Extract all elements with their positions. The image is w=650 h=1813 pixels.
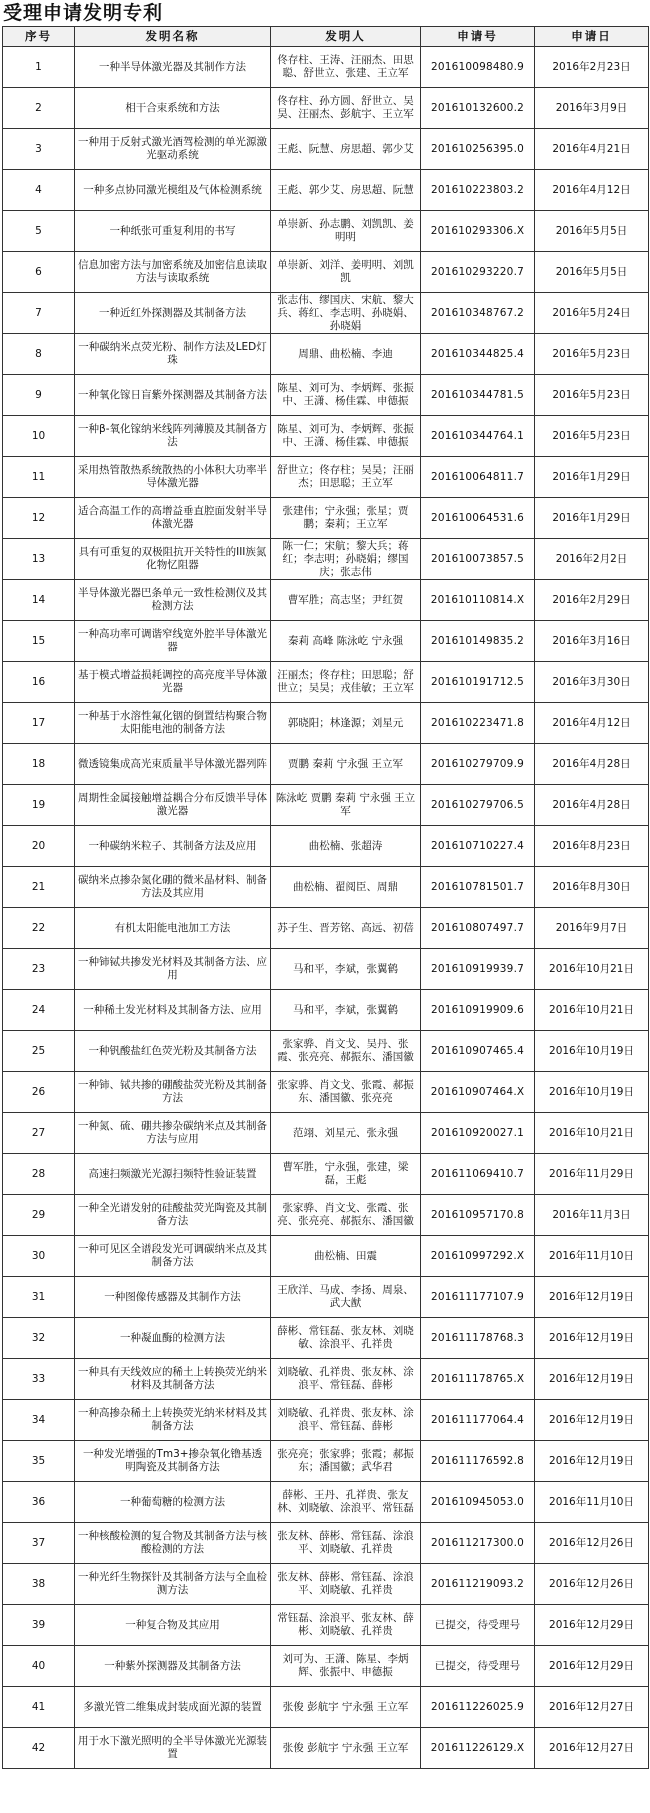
application-number: 201610256395.0 [421, 129, 535, 170]
application-date: 2016年3月9日 [535, 88, 649, 129]
row-number: 19 [3, 785, 75, 826]
table-row [3, 539, 649, 580]
inventors: 郭晓阳；林逢源；刘星元 [271, 703, 421, 744]
inventors: 曲松楠、田震 [271, 1236, 421, 1277]
table-row [3, 498, 649, 539]
application-number: 201610064811.7 [421, 457, 535, 498]
application-date: 2016年11月3日 [535, 1195, 649, 1236]
invention-name: 一种用于反射式激光酒驾检测的单光源激光驱动系统 [75, 129, 271, 170]
application-number: 201610344781.5 [421, 375, 535, 416]
row-number: 34 [3, 1400, 75, 1441]
application-date: 2016年4月21日 [535, 129, 649, 170]
application-date: 2016年8月23日 [535, 826, 649, 867]
inventors: 刘晓敏、孔祥贵、张友林、涂浪平、常钰磊、薛彬 [271, 1359, 421, 1400]
application-date: 2016年11月10日 [535, 1482, 649, 1523]
row-number: 17 [3, 703, 75, 744]
table-row [3, 1687, 649, 1728]
application-number: 201610110814.X [421, 580, 535, 621]
application-date: 2016年10月19日 [535, 1031, 649, 1072]
inventors: 陈一仁；宋航；黎大兵；蒋红；李志明；孙晓娟；缪国庆；张志伟 [271, 539, 421, 580]
application-date: 2016年12月26日 [535, 1523, 649, 1564]
row-number: 20 [3, 826, 75, 867]
header-app-no: 申请号 [421, 27, 535, 47]
table-row [3, 252, 649, 293]
invention-name: 一种铈、铽共掺的硼酸盐荧光粉及其制备方法 [75, 1072, 271, 1113]
table-row [3, 334, 649, 375]
table-row [3, 1031, 649, 1072]
application-date: 2016年11月10日 [535, 1236, 649, 1277]
application-number: 201611069410.7 [421, 1154, 535, 1195]
application-date: 2016年4月28日 [535, 744, 649, 785]
row-number: 38 [3, 1564, 75, 1605]
inventors: 王彪、阮慧、房思超、郭少艾 [271, 129, 421, 170]
row-number: 28 [3, 1154, 75, 1195]
application-date: 2016年4月28日 [535, 785, 649, 826]
application-number: 已提交，待受理号 [421, 1605, 535, 1646]
invention-name: 一种半导体激光器及其制作方法 [75, 47, 271, 88]
application-number: 201610344825.4 [421, 334, 535, 375]
row-number: 13 [3, 539, 75, 580]
inventors: 马和平，李斌，张翼鹤 [271, 990, 421, 1031]
inventors: 曹军胜，宁永强，张建，梁磊，王彪 [271, 1154, 421, 1195]
application-number: 201610907464.X [421, 1072, 535, 1113]
table-row [3, 990, 649, 1031]
table-body [3, 47, 649, 1769]
application-number: 201610781501.7 [421, 867, 535, 908]
inventors: 张俊 彭航宇 宁永强 王立军 [271, 1728, 421, 1769]
inventors: 张家骅、肖文戈、张霞、张亮、张亮亮、郝振东、潘国徽 [271, 1195, 421, 1236]
invention-name: 一种复合物及其应用 [75, 1605, 271, 1646]
inventors: 薛彬、王丹、孔祥贵、张友林、刘晓敏、涂浪平、常钰磊 [271, 1482, 421, 1523]
row-number: 21 [3, 867, 75, 908]
application-date: 2016年5月23日 [535, 375, 649, 416]
row-number: 14 [3, 580, 75, 621]
invention-name: 一种葡萄糖的检测方法 [75, 1482, 271, 1523]
row-number: 41 [3, 1687, 75, 1728]
header-no: 序号 [3, 27, 75, 47]
application-number: 201610293306.X [421, 211, 535, 252]
inventors: 薛彬、常钰磊、张友林、刘晓敏、涂浪平、孔祥贵 [271, 1318, 421, 1359]
row-number: 35 [3, 1441, 75, 1482]
application-date: 2016年3月30日 [535, 662, 649, 703]
application-number: 201610149835.2 [421, 621, 535, 662]
table-row [3, 621, 649, 662]
application-number: 201610344764.1 [421, 416, 535, 457]
application-date: 2016年11月29日 [535, 1154, 649, 1195]
inventors: 王欣洋、马成、李扬、周泉、武大猷 [271, 1277, 421, 1318]
invention-name: 采用热管散热系统散热的小体积大功率半导体激光器 [75, 457, 271, 498]
table-row [3, 1400, 649, 1441]
application-number: 201611177107.9 [421, 1277, 535, 1318]
table-row [3, 1072, 649, 1113]
application-number: 201610073857.5 [421, 539, 535, 580]
application-number: 201610907465.4 [421, 1031, 535, 1072]
inventors: 刘晓敏、孔祥贵、张友林、涂浪平、常钰磊、薛彬 [271, 1400, 421, 1441]
application-date: 2016年12月27日 [535, 1687, 649, 1728]
table-row [3, 949, 649, 990]
row-number: 9 [3, 375, 75, 416]
application-number: 201610997292.X [421, 1236, 535, 1277]
application-number: 201610919909.6 [421, 990, 535, 1031]
application-date: 2016年12月29日 [535, 1646, 649, 1687]
row-number: 12 [3, 498, 75, 539]
row-number: 37 [3, 1523, 75, 1564]
invention-name: 一种发光增强的Tm3+掺杂氧化镥基透明陶瓷及其制备方法 [75, 1441, 271, 1482]
application-date: 2016年1月29日 [535, 498, 649, 539]
table-row [3, 211, 649, 252]
application-number: 201610957170.8 [421, 1195, 535, 1236]
application-date: 2016年12月26日 [535, 1564, 649, 1605]
application-date: 2016年5月23日 [535, 416, 649, 457]
inventors: 张志伟、缪国庆、宋航、黎大兵、蒋红、李志明、孙晓娟、孙晓娟 [271, 293, 421, 334]
table-row [3, 1523, 649, 1564]
row-number: 6 [3, 252, 75, 293]
table-row [3, 170, 649, 211]
application-number: 201611226025.9 [421, 1687, 535, 1728]
invention-name: 一种紫外探测器及其制备方法 [75, 1646, 271, 1687]
invention-name: 一种碳纳米点荧光粉、制作方法及LED灯珠 [75, 334, 271, 375]
row-number: 2 [3, 88, 75, 129]
row-number: 39 [3, 1605, 75, 1646]
invention-name: 一种可见区全谱段发光可调碳纳米点及其制备方法 [75, 1236, 271, 1277]
application-number: 201611226129.X [421, 1728, 535, 1769]
application-number: 201611217300.0 [421, 1523, 535, 1564]
row-number: 25 [3, 1031, 75, 1072]
row-number: 27 [3, 1113, 75, 1154]
application-date: 2016年5月5日 [535, 211, 649, 252]
application-date: 2016年12月27日 [535, 1728, 649, 1769]
row-number: 29 [3, 1195, 75, 1236]
application-number: 201610132600.2 [421, 88, 535, 129]
invention-name: 一种钒酸盐红色荧光粉及其制备方法 [75, 1031, 271, 1072]
application-date: 2016年8月30日 [535, 867, 649, 908]
invention-name: 一种稀土发光材料及其制备方法、应用 [75, 990, 271, 1031]
row-number: 3 [3, 129, 75, 170]
table-row [3, 1482, 649, 1523]
invention-name: 高速扫频激光光源扫频特性验证装置 [75, 1154, 271, 1195]
application-date: 2016年10月21日 [535, 949, 649, 990]
invention-name: 一种β-氧化镓纳米线阵列薄膜及其制备方法 [75, 416, 271, 457]
inventors: 陈星、刘可为、李炳辉、张振中、王潇、杨佳霖、申德振 [271, 416, 421, 457]
invention-name: 一种图像传感器及其制作方法 [75, 1277, 271, 1318]
invention-name: 一种具有天线效应的稀土上转换荧光纳米材料及其制备方法 [75, 1359, 271, 1400]
inventors: 曲松楠、张超涛 [271, 826, 421, 867]
inventors: 常钰磊、涂浪平、张友林、薛彬、刘晓敏、孔祥贵 [271, 1605, 421, 1646]
invention-name: 一种氮、硫、硼共掺杂碳纳米点及其制备方法与应用 [75, 1113, 271, 1154]
table-row [3, 908, 649, 949]
inventors: 佟存柱、孙方圆、舒世立、吴昊、汪丽杰、彭航宇、王立军 [271, 88, 421, 129]
table-row [3, 47, 649, 88]
invention-name: 基于模式增益损耗调控的高亮度半导体激光器 [75, 662, 271, 703]
application-number: 201610293220.7 [421, 252, 535, 293]
invention-name: 信息加密方法与加密系统及加密信息读取方法与读取系统 [75, 252, 271, 293]
inventors: 王彪、郭少艾、房思超、阮慧 [271, 170, 421, 211]
invention-name: 具有可重复的双极阻抗开关特性的III族氮化物忆阻器 [75, 539, 271, 580]
invention-name: 用于水下激光照明的全半导体激光光源装置 [75, 1728, 271, 1769]
invention-name: 适合高温工作的高增益垂直腔面发射半导体激光器 [75, 498, 271, 539]
table-row [3, 1359, 649, 1400]
row-number: 31 [3, 1277, 75, 1318]
inventors: 周鼎、曲松楠、李迪 [271, 334, 421, 375]
application-date: 2016年2月23日 [535, 47, 649, 88]
table-row [3, 826, 649, 867]
invention-name: 一种基于水溶性氟化铟的倒置结构聚合物太阳能电池的制备方法 [75, 703, 271, 744]
row-number: 11 [3, 457, 75, 498]
application-number: 201610919939.7 [421, 949, 535, 990]
table-row [3, 580, 649, 621]
invention-name: 一种近红外探测器及其制备方法 [75, 293, 271, 334]
application-number: 201610348767.2 [421, 293, 535, 334]
application-date: 2016年2月29日 [535, 580, 649, 621]
row-number: 42 [3, 1728, 75, 1769]
table-row [3, 1318, 649, 1359]
application-number: 201610945053.0 [421, 1482, 535, 1523]
inventors: 汪丽杰；佟存柱；田思聪；舒世立；吴昊；戎佳敏；王立军 [271, 662, 421, 703]
row-number: 36 [3, 1482, 75, 1523]
application-number: 201611176592.8 [421, 1441, 535, 1482]
inventors: 马和平，李斌，张翼鹤 [271, 949, 421, 990]
inventors: 单崇新、孙志鹏、刘凯凯、姜明明 [271, 211, 421, 252]
application-date: 2016年1月29日 [535, 457, 649, 498]
inventors: 贾鹏 秦莉 宁永强 王立军 [271, 744, 421, 785]
inventors: 单崇新、刘洋、姜明明、刘凯凯 [271, 252, 421, 293]
table-row [3, 1154, 649, 1195]
table-row [3, 1277, 649, 1318]
invention-name: 一种多点协同激光模组及气体检测系统 [75, 170, 271, 211]
table-row [3, 1564, 649, 1605]
row-number: 10 [3, 416, 75, 457]
row-number: 24 [3, 990, 75, 1031]
table-row [3, 1646, 649, 1687]
table-row [3, 1113, 649, 1154]
table-row [3, 1605, 649, 1646]
row-number: 23 [3, 949, 75, 990]
application-date: 2016年4月12日 [535, 170, 649, 211]
row-number: 32 [3, 1318, 75, 1359]
inventors: 曲松楠、翟阅臣、周鼎 [271, 867, 421, 908]
application-number: 201611177064.4 [421, 1400, 535, 1441]
table-row [3, 129, 649, 170]
application-number: 201610279709.9 [421, 744, 535, 785]
application-date: 2016年9月7日 [535, 908, 649, 949]
application-date: 2016年5月23日 [535, 334, 649, 375]
application-date: 2016年10月19日 [535, 1072, 649, 1113]
application-date: 2016年12月19日 [535, 1318, 649, 1359]
invention-name: 一种光纤生物探针及其制备方法与全血检测方法 [75, 1564, 271, 1605]
application-date: 2016年12月19日 [535, 1359, 649, 1400]
inventors: 张俊 彭航宇 宁永强 王立军 [271, 1687, 421, 1728]
row-number: 26 [3, 1072, 75, 1113]
application-number: 201610098480.9 [421, 47, 535, 88]
inventors: 舒世立；佟存柱；吴昊；汪丽杰；田思聪；王立军 [271, 457, 421, 498]
inventors: 佟存柱、王涛、汪丽杰、田思聪、舒世立、张建、王立军 [271, 47, 421, 88]
application-number: 201610807497.7 [421, 908, 535, 949]
application-date: 2016年2月2日 [535, 539, 649, 580]
application-number: 201611178765.X [421, 1359, 535, 1400]
application-number: 201610710227.4 [421, 826, 535, 867]
table-row [3, 785, 649, 826]
application-number: 201610223803.2 [421, 170, 535, 211]
invention-name: 相干合束系统和方法 [75, 88, 271, 129]
application-number: 201611219093.2 [421, 1564, 535, 1605]
application-number: 201610279706.5 [421, 785, 535, 826]
invention-name: 周期性金属接触增益耦合分布反馈半导体激光器 [75, 785, 271, 826]
invention-name: 半导体激光器巴条单元一致性检测仪及其检测方法 [75, 580, 271, 621]
application-number: 已提交，待受理号 [421, 1646, 535, 1687]
table-row [3, 1728, 649, 1769]
invention-name: 一种铈铽共掺发光材料及其制备方法、应用 [75, 949, 271, 990]
table-row [3, 1441, 649, 1482]
row-number: 5 [3, 211, 75, 252]
row-number: 18 [3, 744, 75, 785]
application-date: 2016年12月29日 [535, 1605, 649, 1646]
row-number: 22 [3, 908, 75, 949]
header-name: 发明名称 [75, 27, 271, 47]
invention-name: 一种全光谱发射的硅酸盐荧光陶瓷及其制备方法 [75, 1195, 271, 1236]
inventors: 范翊、刘星元、张永强 [271, 1113, 421, 1154]
inventors: 张家骅、肖文戈、张霞、郝振东、潘国徽、张亮亮 [271, 1072, 421, 1113]
table-row [3, 457, 649, 498]
header-inventor: 发明人 [271, 27, 421, 47]
row-number: 33 [3, 1359, 75, 1400]
table-row [3, 662, 649, 703]
application-date: 2016年10月21日 [535, 990, 649, 1031]
application-date: 2016年4月12日 [535, 703, 649, 744]
table-row [3, 88, 649, 129]
invention-name: 一种高功率可调谐窄线宽外腔半导体激光器 [75, 621, 271, 662]
invention-name: 微透镜集成高光束质量半导体激光器列阵 [75, 744, 271, 785]
application-date: 2016年12月19日 [535, 1277, 649, 1318]
application-number: 201610064531.6 [421, 498, 535, 539]
invention-name: 一种纸张可重复利用的书写 [75, 211, 271, 252]
application-number: 201610223471.8 [421, 703, 535, 744]
table-row [3, 293, 649, 334]
invention-name: 多激光管二维集成封装成面光源的装置 [75, 1687, 271, 1728]
invention-name: 一种高掺杂稀土上转换荧光纳米材料及其制备方法 [75, 1400, 271, 1441]
table-row [3, 1236, 649, 1277]
row-number: 1 [3, 47, 75, 88]
inventors: 张友林、薛彬、常钰磊、涂浪平、刘晓敏、孔祥贵 [271, 1564, 421, 1605]
row-number: 40 [3, 1646, 75, 1687]
inventors: 陈星、刘可为、李炳辉、张振中、王潇、杨佳霖、申德振 [271, 375, 421, 416]
invention-name: 有机太阳能电池加工方法 [75, 908, 271, 949]
application-date: 2016年10月21日 [535, 1113, 649, 1154]
application-date: 2016年12月19日 [535, 1400, 649, 1441]
invention-name: 一种核酸检测的复合物及其制备方法与核酸检测的方法 [75, 1523, 271, 1564]
inventors: 陈泳屹 贾鹏 秦莉 宁永强 王立军 [271, 785, 421, 826]
row-number: 15 [3, 621, 75, 662]
inventors: 张友林、薛彬、常钰磊、涂浪平、刘晓敏、孔祥贵 [271, 1523, 421, 1564]
invention-name: 碳纳米点掺杂氮化硼的微米晶材料、制备方法及其应用 [75, 867, 271, 908]
application-number: 201611178768.3 [421, 1318, 535, 1359]
table-header-row [3, 27, 649, 47]
inventors: 刘可为、王潇、陈星、李炳辉、张振中、申德振 [271, 1646, 421, 1687]
table-row [3, 375, 649, 416]
table-row [3, 1195, 649, 1236]
invention-name: 一种凝血酶的检测方法 [75, 1318, 271, 1359]
row-number: 7 [3, 293, 75, 334]
application-number: 201610191712.5 [421, 662, 535, 703]
row-number: 8 [3, 334, 75, 375]
application-date: 2016年3月16日 [535, 621, 649, 662]
inventors: 张家骅、肖文戈、吴丹、张霞、张亮亮、郝振东、潘国徽 [271, 1031, 421, 1072]
inventors: 张建伟；宁永强；张星；贾鹏；秦莉；王立军 [271, 498, 421, 539]
row-number: 16 [3, 662, 75, 703]
invention-name: 一种碳纳米粒子、其制备方法及应用 [75, 826, 271, 867]
application-number: 201610920027.1 [421, 1113, 535, 1154]
table-row [3, 867, 649, 908]
row-number: 30 [3, 1236, 75, 1277]
invention-name: 一种氧化镓日盲紫外探测器及其制备方法 [75, 375, 271, 416]
table-row [3, 744, 649, 785]
page-title: 受理申请发明专利 [3, 2, 164, 24]
patent-table [2, 26, 649, 1769]
application-date: 2016年5月5日 [535, 252, 649, 293]
inventors: 苏子生、晋芳铭、高远、初蓓 [271, 908, 421, 949]
inventors: 曹军胜；高志坚；尹红贺 [271, 580, 421, 621]
inventors: 张亮亮；张家骅；张霞；郝振东；潘国徽；武华君 [271, 1441, 421, 1482]
application-date: 2016年5月24日 [535, 293, 649, 334]
application-date: 2016年12月19日 [535, 1441, 649, 1482]
row-number: 4 [3, 170, 75, 211]
header-app-date: 申请日 [535, 27, 649, 47]
inventors: 秦莉 高峰 陈泳屹 宁永强 [271, 621, 421, 662]
table-row [3, 703, 649, 744]
table-row [3, 416, 649, 457]
